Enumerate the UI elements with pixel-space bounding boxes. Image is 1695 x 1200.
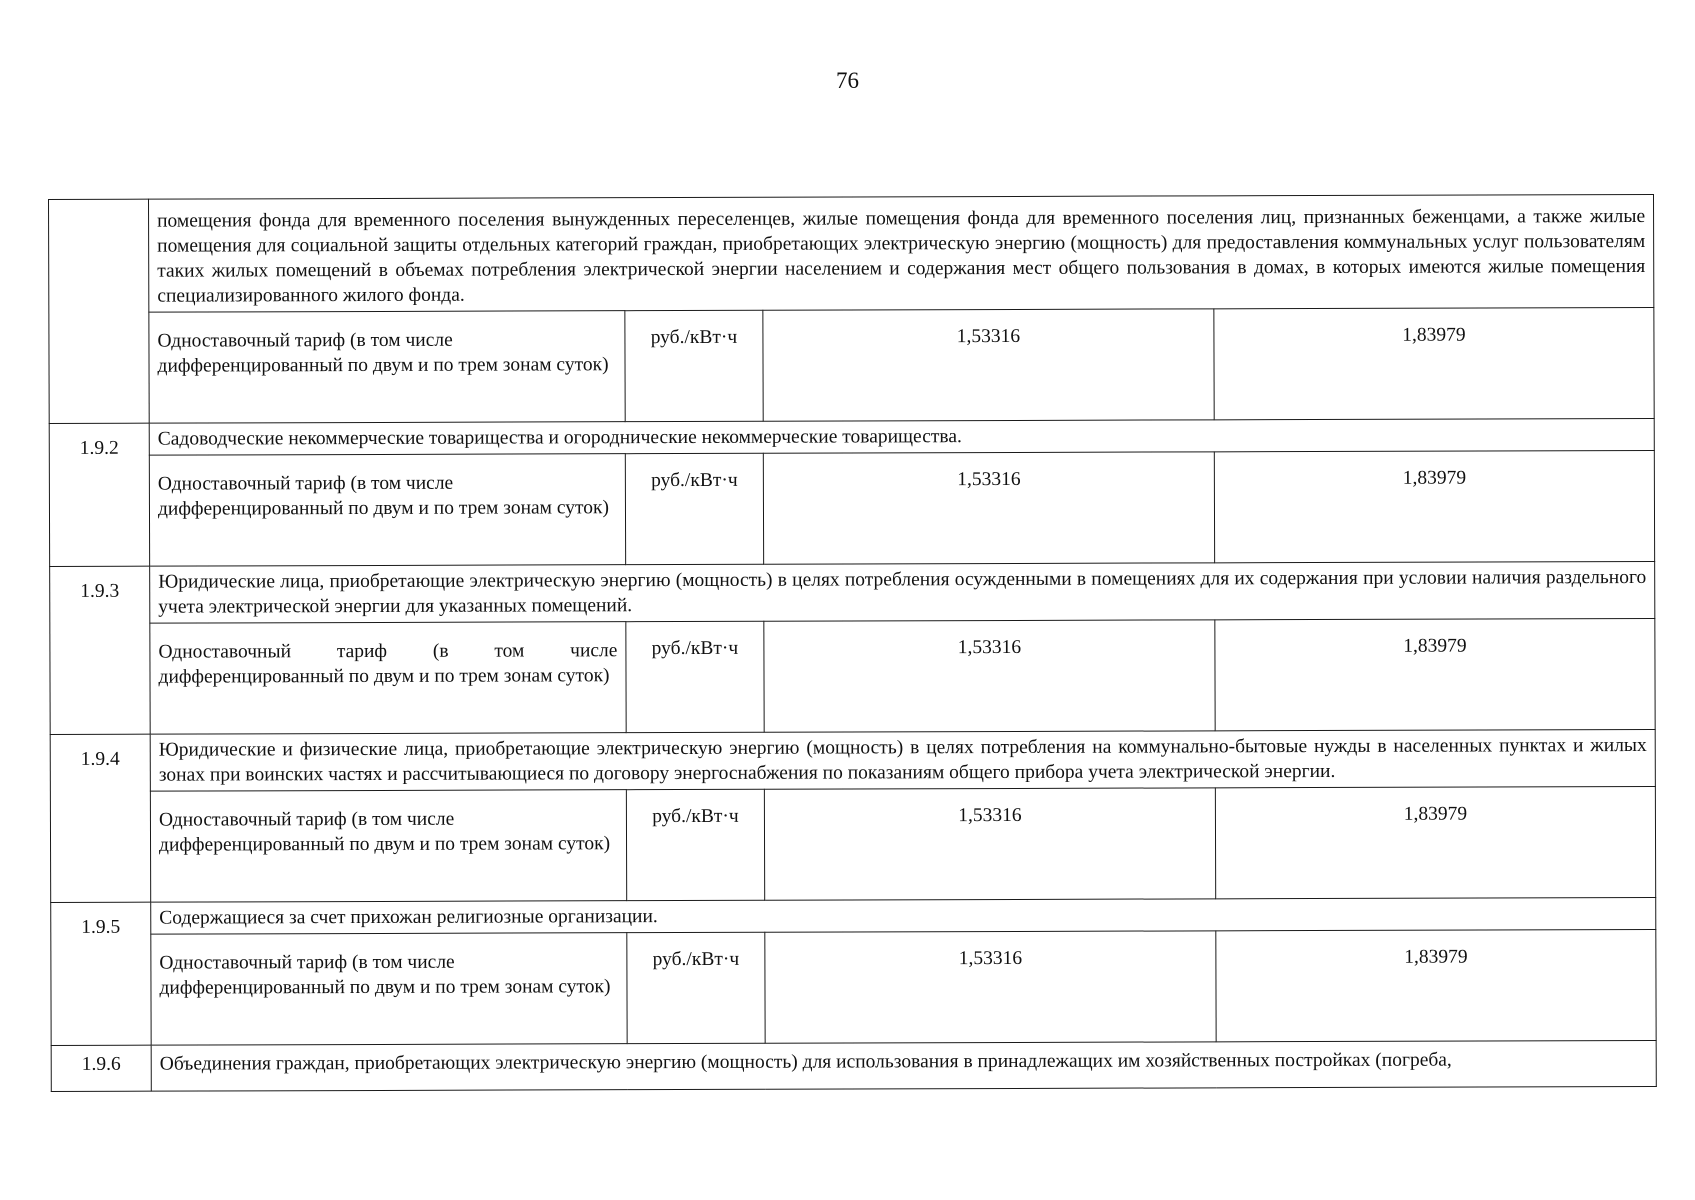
tariff-unit: руб./кВт·ч [627,932,765,1043]
tariff-value-second-half: 1,83979 [1215,786,1655,898]
section-description: Юридические лица, приобретающие электрическую энергию (мощность) в целях потребления осужденными в помещениях для их содержания при условии наличия раздельного учета электрической энергии для указанных помещений. [150,561,1655,623]
section-row [50,729,1655,791]
tariff-unit: руб./кВт·ч [625,310,763,421]
tariff-row [49,450,1654,566]
section-row [51,1040,1656,1091]
tariff-unit: руб./кВт·ч [626,621,764,732]
section-number: 1.9.2 [49,423,149,566]
page-number: 76 [836,68,859,93]
tariff-value-first-half: 1,53316 [763,452,1214,564]
section-number: 1.9.4 [50,734,151,902]
tariff-value-second-half: 1,83979 [1214,450,1654,562]
section-description: Садоводческие некоммерческие товарищества и огороднические некоммерческие товарищества. [149,418,1654,455]
tariff-unit: руб./кВт·ч [625,453,763,564]
section-row [50,561,1655,623]
tariff-label: Одноставочный тариф (в том числе дифференцированный по двум и по трем зонам суток) [150,790,626,902]
tariff-value-second-half: 1,83979 [1215,618,1655,730]
tariff-value-first-half: 1,53316 [765,931,1216,1043]
section-description: Юридические и физические лица, приобретающие электрическую энергию (мощность) в целях потребления на коммунально-бытовые нужды в населенных пунктах и жилых зонах при воинских частях и рассчитывающиеся по договору энергоснабжения по показаниям общего прибора учета электрической энергии. [150,729,1655,791]
section-number: 1.9.5 [51,902,151,1045]
section-row [51,897,1656,934]
tariff-label: Одноставочный тариф (в том числе дифференцированный по двум и по трем зонам суток) [149,454,625,566]
section-number: 1.9.6 [51,1045,151,1091]
tariff-unit: руб./кВт·ч [626,789,764,900]
section-continuation-row [49,194,1654,312]
tariff-table [48,194,1657,1092]
section-number: 1.9.3 [50,566,151,734]
section-description: Объединения граждан, приобретающих электрическую энергию (мощность) для использования в принадлежащих им хозяйственных постройках (погреба, [151,1040,1656,1091]
section-description: помещения фонда для временного поселения вынужденных переселенцев, жилые помещения фонда для временного поселения лиц, признанных беженцами, а также жилые помещения для социальной защиты отдельных категорий граждан, приобретающих электрическую энергию (мощность) для предоставления коммунальных услуг пользователям таких жилых помещений в объемах потребления электрической энергии населением и содержания мест общего пользования в домах, в которых имеются жилые помещения специализированного жилого фонда. [149,194,1654,312]
tariff-label: Одноставочный тариф (в том числе дифференцированный по двум и по трем зонам суток) [149,311,625,423]
tariff-row [50,786,1655,902]
tariff-value-second-half: 1,83979 [1216,929,1656,1041]
tariff-value-second-half: 1,83979 [1214,307,1654,419]
tariff-row [49,307,1654,423]
tariff-value-first-half: 1,53316 [764,620,1215,732]
section-row [49,418,1654,455]
tariff-label: Одноставочный тариф (в том числе дифференцированный по двум и по трем зонам суток) [150,622,626,734]
tariff-value-first-half: 1,53316 [763,309,1214,421]
tariff-row [51,929,1656,1045]
tariff-value-first-half: 1,53316 [764,788,1215,900]
section-description: Содержащиеся за счет прихожан религиозные организации. [151,897,1656,934]
tariff-label: Одноставочный тариф (в том числе дифференцированный по двум и по трем зонам суток) [151,933,627,1045]
tariff-row [50,618,1655,734]
section-number-empty [49,199,150,423]
